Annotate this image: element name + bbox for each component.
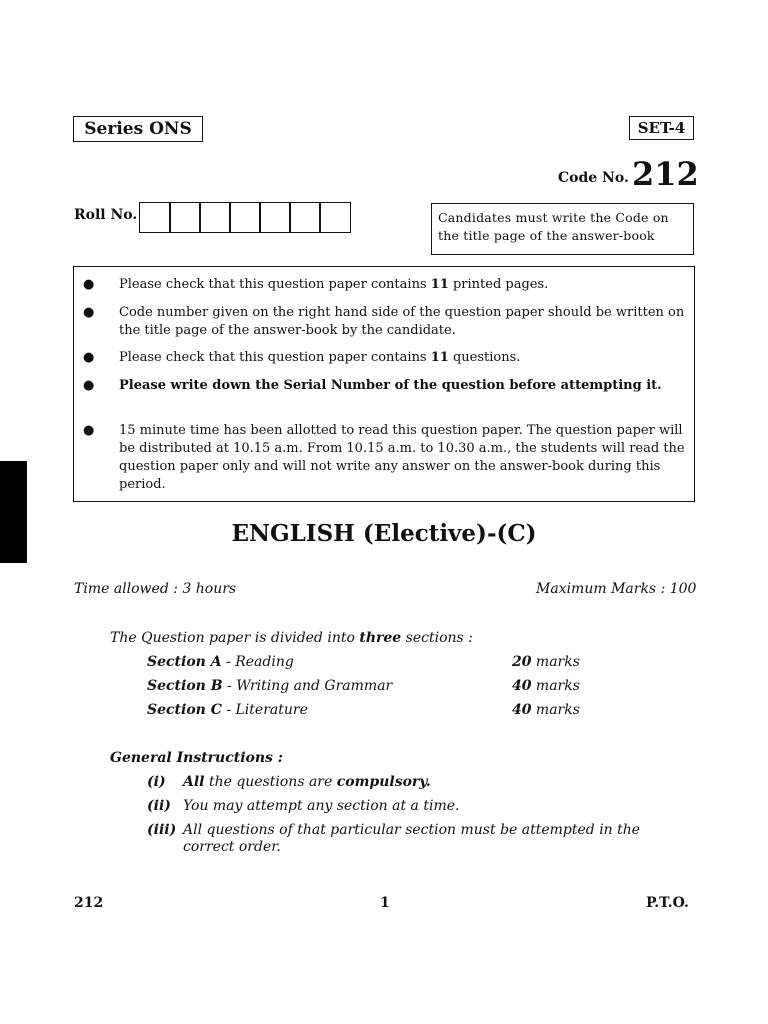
time-allowed: Time allowed : 3 hours bbox=[74, 581, 237, 597]
roll-number-box bbox=[259, 202, 291, 233]
instruction-item bbox=[83, 422, 691, 494]
instruction-text: Code number given on the right hand side of the question paper should be written on the title page of the answer-book by the candidate. bbox=[119, 305, 685, 338]
section-a-marks: 20 marks bbox=[512, 654, 580, 670]
instruction-item bbox=[83, 304, 691, 340]
code-number: 212 bbox=[632, 155, 699, 193]
gi-number: (i) bbox=[147, 774, 166, 790]
roll-number-box bbox=[319, 202, 351, 233]
instruction-item bbox=[83, 377, 691, 395]
gi-number: (ii) bbox=[147, 798, 171, 814]
bullet-icon: ● bbox=[83, 378, 95, 393]
bullet-icon: ● bbox=[83, 277, 95, 292]
roll-number-box bbox=[169, 202, 201, 233]
set-label: SET-4 bbox=[629, 116, 694, 140]
section-a-name: Section A - Reading bbox=[147, 654, 294, 670]
instructions-box bbox=[73, 266, 695, 502]
section-c-name: Section C - Literature bbox=[147, 702, 308, 718]
section-c-marks: 40 marks bbox=[512, 702, 580, 718]
gi-text: All the questions are compulsory. bbox=[183, 774, 431, 790]
instruction-text: Please write down the Serial Number of the question before attempting it. bbox=[119, 378, 662, 393]
candidates-note: Candidates must write the Code on the title page of the answer-book bbox=[431, 203, 694, 255]
instruction-item bbox=[83, 276, 691, 294]
maximum-marks: Maximum Marks : 100 bbox=[536, 581, 697, 597]
roll-number-boxes bbox=[139, 202, 349, 233]
section-b-marks: 40 marks bbox=[512, 678, 580, 694]
instruction-item bbox=[83, 349, 691, 367]
bullet-icon: ● bbox=[83, 305, 95, 320]
bullet-icon: ● bbox=[83, 423, 95, 438]
footer-code: 212 bbox=[74, 895, 104, 911]
page-number: 1 bbox=[380, 895, 390, 911]
pto-label: P.T.O. bbox=[646, 895, 689, 911]
general-instructions-title: General Instructions : bbox=[110, 750, 283, 766]
instruction-text: Please check that this question paper contains 11 questions. bbox=[119, 350, 521, 365]
roll-number-box bbox=[139, 202, 171, 233]
roll-number-box bbox=[229, 202, 261, 233]
roll-number-label: Roll No. bbox=[74, 207, 138, 223]
series-label: Series ONS bbox=[73, 116, 203, 142]
code-label: Code No. bbox=[558, 170, 629, 186]
roll-number-box bbox=[199, 202, 231, 233]
instruction-text: 15 minute time has been allotted to read this question paper. The question paper will be distributed at 10.15 a.m. From 10.15 a.m. to 10.30 a.m., the students will read the question paper only and will not write any answer on the answer-book during this period. bbox=[119, 423, 685, 492]
gi-text: All questions of that particular section must be attempted in the correct order. bbox=[183, 822, 641, 855]
gi-text: You may attempt any section at a time. bbox=[183, 798, 460, 814]
instruction-text: Please check that this question paper contains 11 printed pages. bbox=[119, 277, 549, 292]
paper-title: ENGLISH (Elective)-(C) bbox=[231, 520, 537, 547]
sections-intro: The Question paper is divided into three sections : bbox=[110, 630, 473, 646]
bullet-icon: ● bbox=[83, 350, 95, 365]
section-b-name: Section B - Writing and Grammar bbox=[147, 678, 393, 694]
scan-margin-bar bbox=[0, 461, 27, 563]
gi-number: (iii) bbox=[147, 822, 177, 838]
roll-number-box bbox=[289, 202, 321, 233]
